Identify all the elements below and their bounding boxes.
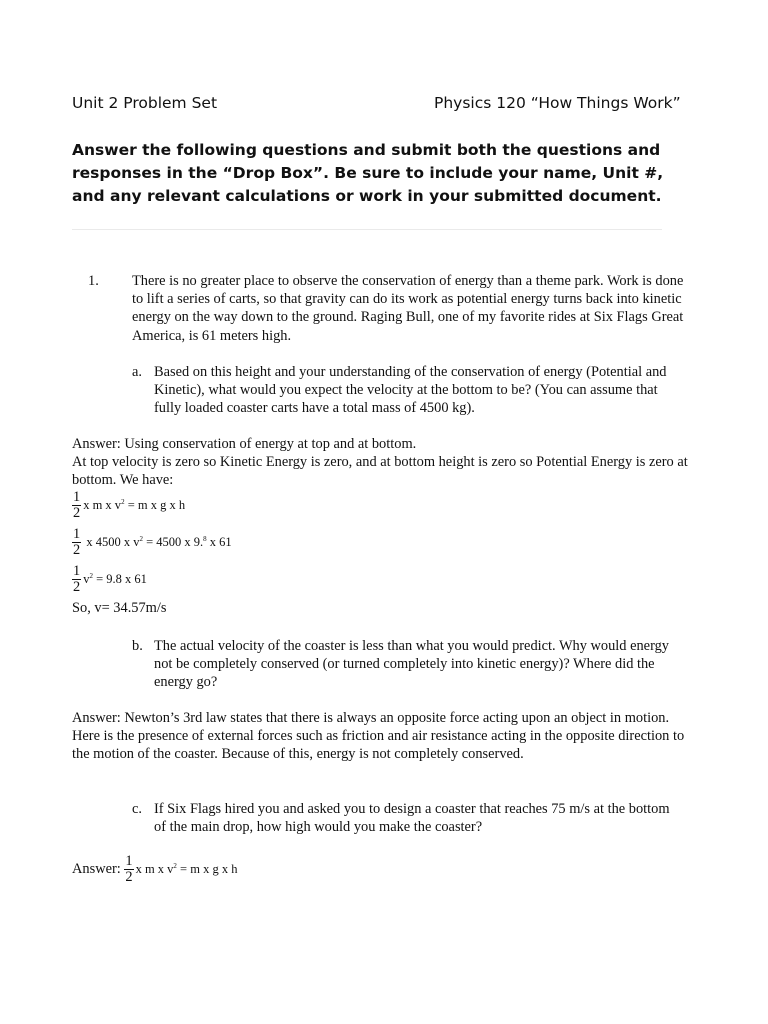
velocity-result: So, v= 34.57m/s xyxy=(72,600,167,616)
equation-3: $\frac{1}{2}$ $v^2 = 9.8$ x 61 xyxy=(73,563,147,595)
answer-line: At top velocity is zero so Kinetic Energy is zero, and at bottom height is zero so Potential Energy is zero at bottom. We have: xyxy=(72,454,688,489)
subquestion-label: a. xyxy=(132,364,142,380)
answer-a-text xyxy=(72,435,692,490)
answer-c-equation: Answer: $\frac{1}{2}$ x m x $v^2 = m$ x g x h xyxy=(72,853,238,885)
question-text: There is no greater place to observe the conservation of energy than a theme park. Work is done to lift a series of carts, so that gravity can do its work as potential energy turns back into kinetic energy on the way down to the ground. Raging Bull, one of my favorite rides at Six Flags Great America, is 61 meters high. xyxy=(132,273,684,344)
page-header xyxy=(72,94,696,116)
equation-2: $\frac{1}{2}$ x 4500 x $v^2 = 4500$ x 9.$^8$ x 61 xyxy=(73,526,232,558)
answer-b-text: Answer: Newton’s 3rd law states that there is always an opposite force acting upon an object in motion. Here is the presence of external forces such as friction and air resistance acting in the opposite direction to the motion of the coaster. Because of this, energy is not completely conserved. xyxy=(72,710,685,763)
fraction: $\frac{1}{2}$ xyxy=(73,526,81,558)
divider xyxy=(72,229,662,230)
subquestion-text: Based on this height and your understanding of the conservation of energy (Potential and Kinetic), what would you expect the velocity at the bottom to be? (You can assume that fully loaded coaster carts have a total mass of 4500 kg). xyxy=(154,364,667,417)
course-title: Physics 120 “How Things Work” xyxy=(434,94,681,112)
subquestion-text: The actual velocity of the coaster is less than what you would predict. Why would energy not be completely conserved (or turned completely into kinetic energy)? Where did the energy go? xyxy=(154,638,669,691)
subquestion-text: If Six Flags hired you and asked you to design a coaster that reaches 75 m/s at the bottom of the main drop, how high would you make the coaster? xyxy=(154,801,670,836)
unit-title: Unit 2 Problem Set xyxy=(72,94,218,112)
answer-line: Answer: Using conservation of energy at top and at bottom. xyxy=(72,436,417,452)
fraction: $\frac{1}{2}$ xyxy=(73,563,81,595)
fraction: $\frac{1}{2}$ xyxy=(73,489,81,521)
equation-1: $\frac{1}{2}$ x m x $v^2 = m$ x g x h xyxy=(73,489,186,521)
instructions: Answer the following questions and submit both the questions and responses in the “Drop Box”. Be sure to include your name, Unit #, and any relevant calculations or work in your submitted document. xyxy=(72,141,664,205)
question-number: 1. xyxy=(88,273,99,289)
subquestion-label: c. xyxy=(132,801,142,817)
fraction: $\frac{1}{2}$ xyxy=(125,853,133,885)
subquestion-label: b. xyxy=(132,638,143,654)
